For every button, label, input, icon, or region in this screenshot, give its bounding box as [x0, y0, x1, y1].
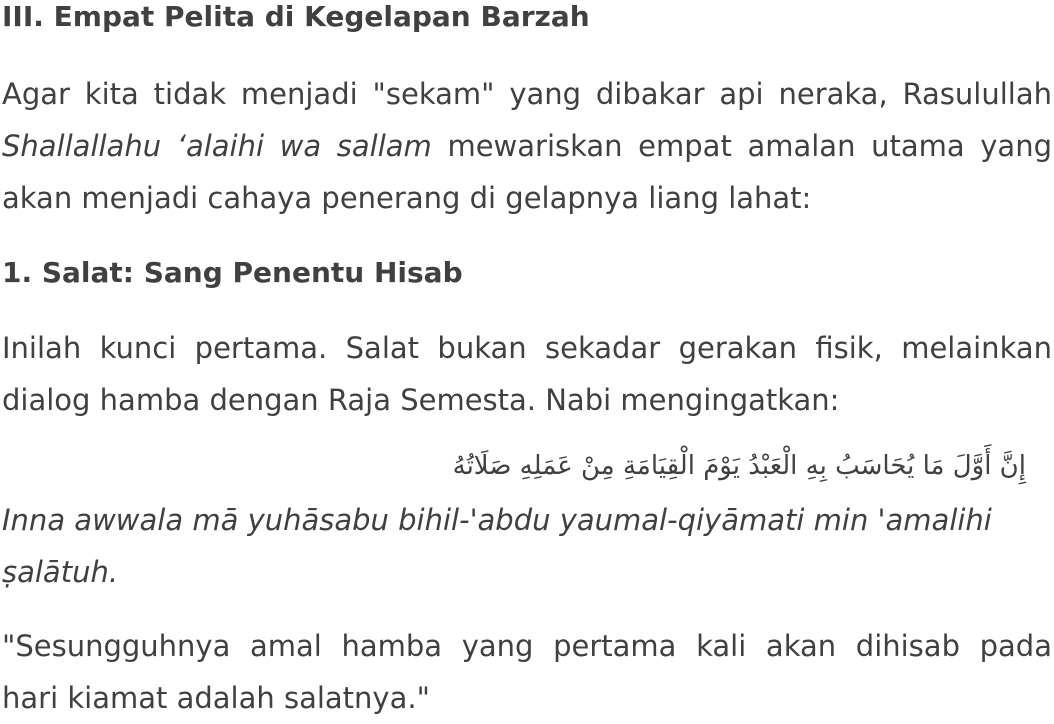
salat-line-1: Inilah kunci pertama. Salat bukan sekadar gerakan fisik, melainkan — [2, 331, 1052, 365]
section-heading: III. Empat Pelita di Kegelapan Barzah — [2, 0, 590, 33]
intro-line-1: Agar kita tidak menjadi "sekam" yang dibakar api neraka, Rasulullah — [2, 77, 1052, 111]
hadith-transliteration — [2, 494, 1052, 598]
hadith-arabic: إِنَّ أَوَّلَ مَا يُحَاسَبُ بِهِ الْعَبْدُ يَوْمَ الْقِيَامَةِ مِنْ عَمَلِهِ صَلَاتُهُ — [452, 451, 1026, 481]
salat-line-2: dialog hamba dengan Raja Semesta. Nabi mengingatkan: — [2, 383, 840, 417]
intro-line-2 — [2, 120, 1052, 172]
translation-line-2: hari kiamat adalah salatnya." — [2, 681, 430, 715]
intro-line-2-rest: mewariskan empat amalan utama yang — [431, 129, 1052, 163]
salat-paragraph — [2, 322, 1052, 426]
subheading: 1. Salat: Sang Penentu Hisab — [2, 256, 463, 289]
intro-line-3: akan menjadi cahaya penerang di gelapnya liang lahat: — [2, 181, 812, 215]
transliteration-line-1: Inna awwala mā yuhāsabu bihil-'abdu yaumal-qiyāmati min 'amalihi — [2, 503, 992, 537]
transliteration-line-2: ṣalātuh. — [2, 555, 119, 589]
intro-paragraph — [2, 68, 1052, 224]
honorific-text: Shallallahu ‘alaihi wa sallam — [2, 129, 432, 163]
translation-line-1: "Sesungguhnya amal hamba yang pertama kali akan dihisab pada — [2, 629, 1052, 663]
hadith-translation — [2, 620, 1052, 724]
